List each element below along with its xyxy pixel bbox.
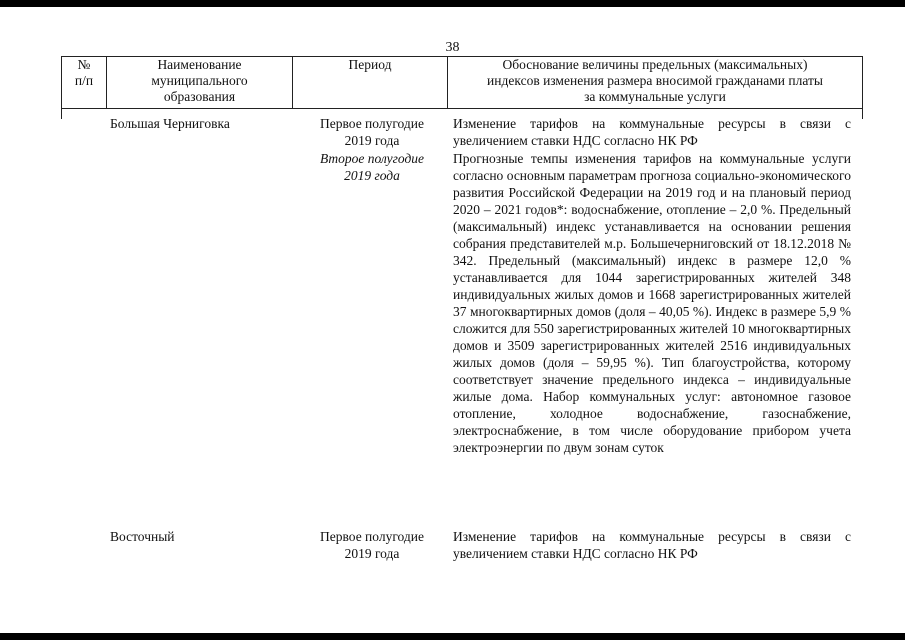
table-header-bottom-border [61,108,863,109]
row-period: Первое полугодие 2019 года [320,529,424,561]
header-name: Наименование муниципального образования [151,57,248,104]
table-border-right [862,109,863,119]
table-border-right [862,56,863,109]
row-name: Большая Черниговка [110,116,230,131]
row-reason: Изменение тарифов на коммунальные ресурсы в связи с увеличением ставки НДС согласно НК РФ [453,529,851,561]
row-name: Восточный [110,529,175,544]
row-reason: Прогнозные темпы изменения тарифов на коммунальные услуги согласно основным параметрам прогноза социально-экономического развития Российской Федерации на 2019 год и на плановый период 2020 – 2021 годов*: водоснабжение, отопление – 2,0 %. Предельный (максимальный) индекс устанавливается на основании решения собрания представителей м.р. Большечерниговский от 18.12.2018 № 342. Предельный (максимальный) индекс в размере 12,0 % устанавливается для 1044 зарегистрированных жителей 348 индивидуальных жилых домов и 1668 зарегистрированных жителей 37 многоквартирных домов (доля – 40,05 %). Индекс в размере 5,9 % сложится для 550 зарегистрированных жителей 10 многоквартирных домов и 3509 зарегистрированных жителей 2516 индивидуальных жилых домов (доля – 59,95 %). Тип благоустройства, которому соответствует значение предельного индекса – индивидуальные жилые дома. Набор коммунальных услуг: автономное газовое отопление, холодное водоснабжение, газоснабжение, электроснабжение, в том числе оборудование прибором учета электроэнергии по двум зонам суток [453,151,851,455]
table-border-left [61,109,62,119]
page-number: 38 [445,40,460,55]
header-reason: Обоснование величины предельных (максимальных) индексов изменения размера вносимой гражданами платы за коммунальные услуги [487,57,823,104]
scan-bottom-edge [0,633,905,640]
row-period: Первое полугодие 2019 года [320,116,424,148]
header-period: Период [348,57,392,72]
row-period: Второе полугодие 2019 года [319,151,425,183]
row-reason: Изменение тарифов на коммунальные ресурсы в связи с увеличением ставки НДС согласно НК РФ [453,116,851,148]
header-number: № п/п [74,57,94,88]
scan-top-edge [0,0,905,7]
